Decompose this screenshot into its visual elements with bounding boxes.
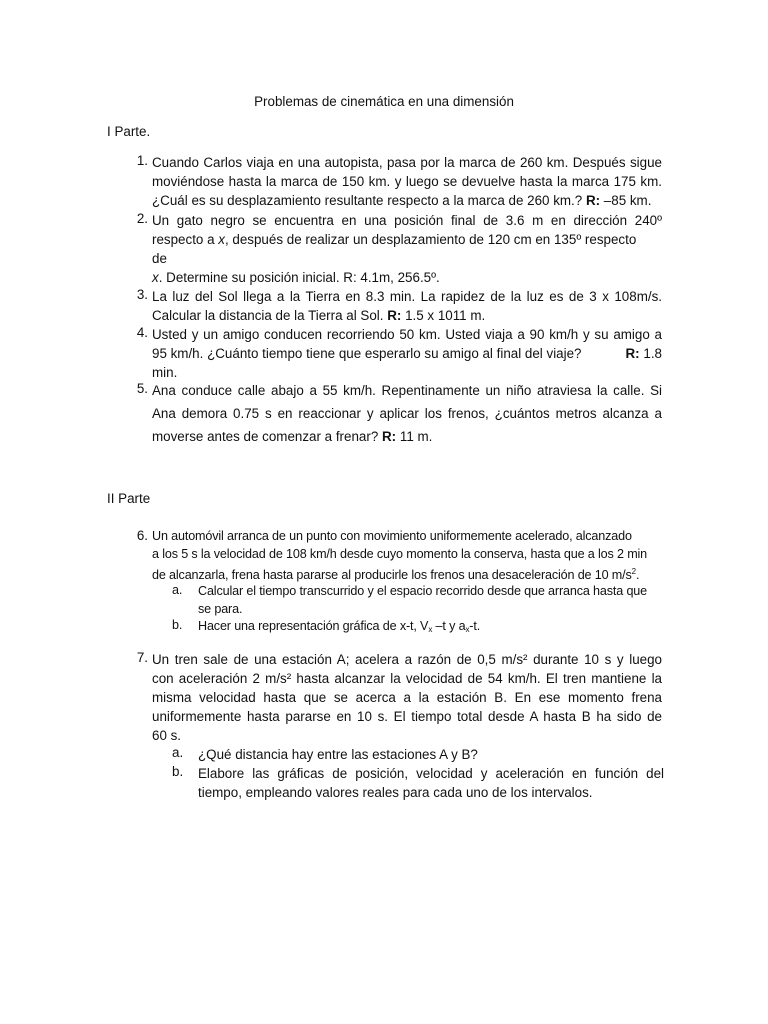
problem-line: Ana conduce calle abajo a 55 km/h. Repentinamente un niño atraviesa la calle. Si <box>152 383 662 398</box>
problem-text: . <box>635 568 640 582</box>
sub-item-line: Elabore las gráficas de posición, velocidad y aceleración en función del <box>198 766 664 781</box>
sub-item-line: Calcular el tiempo transcurrido y el espacio recorrido desde que arranca hasta que <box>198 584 648 598</box>
problem-line <box>152 563 662 581</box>
problem-line <box>152 344 662 363</box>
answer-value: 1.8 <box>639 346 662 361</box>
superscript: 2 <box>631 567 636 576</box>
problem-line: 60 s. <box>152 728 182 743</box>
part-1-heading: I Parte. <box>107 124 151 139</box>
sub-item-line <box>198 618 664 636</box>
answer-value: 11 m. <box>396 429 433 444</box>
variable-x: x <box>218 232 225 247</box>
problem-line: misma velocidad hasta que se acerca a la estación B. En ese momento frena <box>152 690 662 705</box>
problem-text: respecto a <box>152 232 219 247</box>
subscript: x <box>465 625 470 634</box>
problem-line: Un tren sale de una estación A; acelera a razón de 0,5 m/s² durante 10 s y luego <box>152 652 662 667</box>
sub-item-text: -t. <box>469 619 481 633</box>
answer-label: R: <box>585 193 601 208</box>
sub-item-line: ¿Qué distancia hay entre las estaciones A y B? <box>198 747 478 762</box>
subscript: x <box>428 625 433 634</box>
problem-text: moverse antes de comenzar a frenar? <box>152 429 382 444</box>
sub-item-label: b. <box>172 618 183 632</box>
problem-text: de alcanzarla, frena hasta pararse al producirle los frenos una desaceleración de 10 m/s <box>152 568 632 582</box>
sub-item-line: tiempo, empleando valores reales para cada uno de los intervalos. <box>198 785 593 800</box>
problem-line: de <box>152 251 167 266</box>
problem-text: ¿Cuál es su desplazamiento resultante respecto a la marca de 260 km.? <box>152 193 586 208</box>
problem-line: uniformemente hasta pararse en 10 s. El tiempo total desde A hasta B ha sido de <box>152 709 662 724</box>
problem-line: Ana demora 0.75 s en reaccionar y aplicar los frenos, ¿cuántos metros alcanza a <box>152 406 662 421</box>
problem-number: 1. <box>136 153 148 168</box>
problem-text: 95 km/h. ¿Cuánto tiempo tiene que esperarlo su amigo al final del viaje? <box>152 346 582 361</box>
problem-line <box>152 230 662 249</box>
sub-item-label: a. <box>172 745 184 760</box>
problem-line: Un gato negro se encuentra en una posición final de 3.6 m en dirección 240º <box>152 213 662 228</box>
answer-label: R: <box>625 346 640 361</box>
problem-number: 4. <box>136 325 148 340</box>
problem-line <box>152 191 662 210</box>
problem-text: , después de realizar un desplazamiento de 120 cm en 135º respecto <box>224 232 637 247</box>
problem-line <box>152 427 662 446</box>
answer-label: R: <box>382 429 397 444</box>
sub-item-label: b. <box>172 764 184 779</box>
problem-line: Usted y un amigo conducen recorriendo 50 km. Usted viaja a 90 km/h y su amigo a <box>152 327 662 342</box>
sub-item-text: Hacer una representación gráfica de x-t, V <box>198 619 429 633</box>
problem-line: La luz del Sol llega a la Tierra en 8.3 min. La rapidez de la luz es de 3 x 108m/s. <box>152 289 662 304</box>
part-2-heading: II Parte <box>107 491 151 506</box>
problem-line: Un automóvil arranca de un punto con movimiento uniformemente acelerado, alcanzado <box>152 529 632 543</box>
variable-x: x <box>152 270 159 285</box>
problem-line: min. <box>152 365 178 380</box>
problem-line: con aceleración 2 m/s² hasta alcanzar la velocidad de 54 km/h. El tren mantiene la <box>152 671 662 686</box>
problem-number: 6. <box>136 528 148 543</box>
sub-item-text: –t y a <box>432 619 466 633</box>
problem-number: 2. <box>136 211 148 226</box>
problem-text: . Determine su posición inicial. R: 4.1m, 256.5º. <box>158 270 440 285</box>
problem-line: Cuando Carlos viaja en una autopista, pasa por la marca de 260 km. Después sigue <box>152 155 662 170</box>
problem-number: 3. <box>136 287 148 302</box>
page-title: Problemas de cinemática en una dimensión <box>254 94 514 109</box>
problem-line <box>152 306 662 325</box>
answer-value: 1.5 x 1011 m. <box>401 308 486 323</box>
sub-item-line: se para. <box>198 601 243 616</box>
answer-value: –85 km. <box>600 193 652 208</box>
problem-line: a los 5 s la velocidad de 108 km/h desde cuyo momento la conserva, hasta que a los 2 min <box>152 546 648 561</box>
sub-item-label: a. <box>172 583 183 597</box>
problem-number: 5. <box>136 381 148 396</box>
problem-line <box>152 268 662 287</box>
problem-number: 7. <box>136 650 148 665</box>
answer-label: R: <box>387 308 402 323</box>
problem-text: Calcular la distancia de la Tierra al Sol. <box>152 308 388 323</box>
problem-line: moviéndose hasta la marca de 150 km. y luego se devuelve hasta la marca 175 km. <box>152 174 662 189</box>
